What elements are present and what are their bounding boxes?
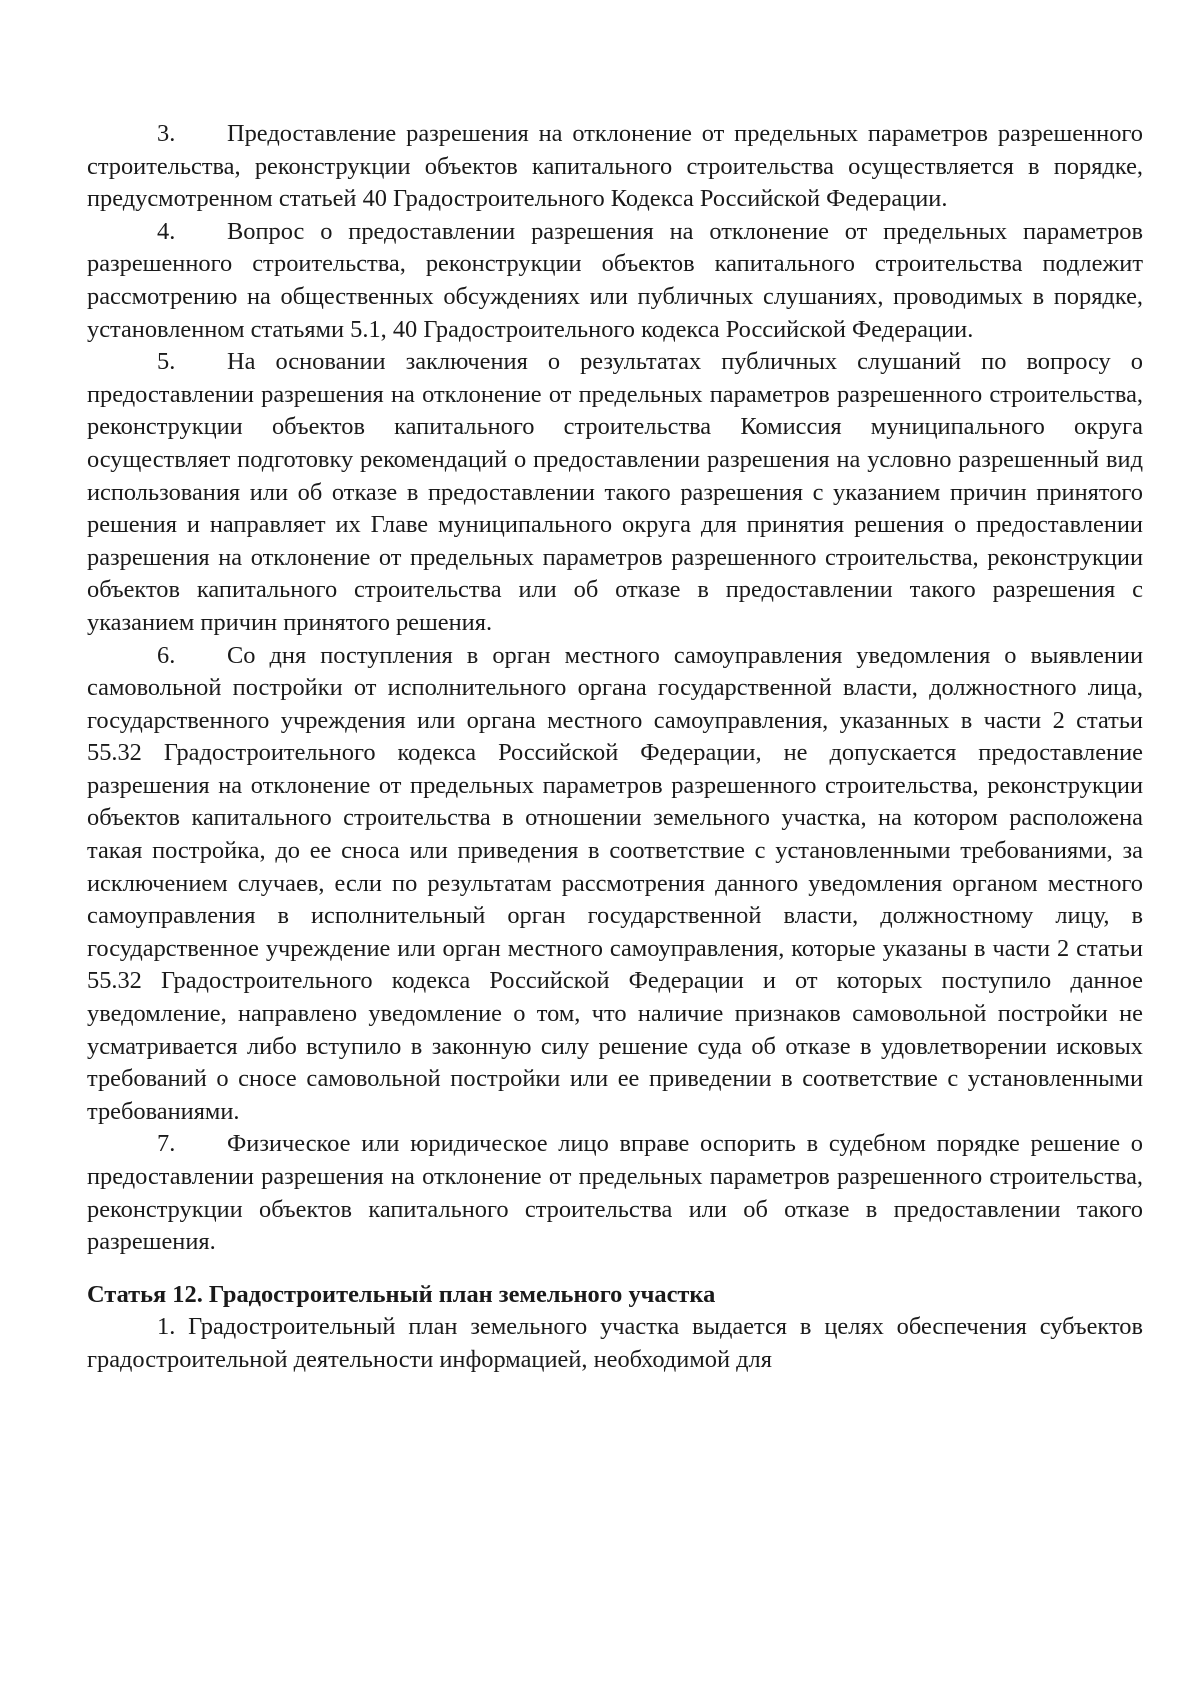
paragraph-text: Вопрос о предоставлении разрешения на отклонение от предельных параметров разрешенного строительства, реконструкции объектов капитального строительства подлежит рассмотрению на общественных обсуждениях или публичных слушаниях, проводимых в порядке, установленном статьями 5.1, 40 Градостроительного кодекса Российской Федерации.: [87, 217, 1143, 343]
paragraph-text: Предоставление разрешения на отклонение от предельных параметров разрешенного строительства, реконструкции объектов капитального строительства осуществляется в порядке, предусмотренном статьей 40 Градостроительного Кодекса Российской Федерации.: [87, 120, 1143, 213]
paragraph-7: [87, 1128, 1143, 1258]
paragraph-number: 3.: [157, 120, 176, 147]
paragraph-text: На основании заключения о результатах публичных слушаний по вопросу о предоставлении разрешения на отклонение от предельных параметров разрешенного строительства, реконструкции объектов капитального строительства Комиссия муниципального округа осуществляет подготовку рекомендаций о предоставлении разрешения на условно разрешенный вид использования или об отказе в предоставлении такого разрешения с указанием причин принятого решения и направляет их Главе муниципального округа для принятия решения о предоставлении разрешения на отклонение от предельных параметров разрешенного строительства, реконструкции объектов капитального строительства или об отказе в предоставлении такого разрешения с указанием причин принятого решения.: [87, 348, 1143, 636]
document-page: [87, 118, 1143, 1377]
paragraph-6: [87, 640, 1143, 1129]
article-heading: Статья 12. Градостроительный план земельного участка: [87, 1280, 716, 1308]
paragraph-number: 7.: [157, 1130, 176, 1158]
paragraph-3: [87, 118, 1143, 216]
paragraph-4: [87, 216, 1143, 346]
article-paragraph-1: 1. Градостроительный план земельного участка выдается в целях обеспечения субъектов градостроительной деятельности информацией, необходимой для: [87, 1313, 1143, 1373]
paragraph-number: 6.: [157, 641, 176, 669]
paragraph-text: Физическое или юридическое лицо вправе оспорить в судебном порядке решение о предоставлении разрешения на отклонение от предельных параметров разрешенного строительства, реконструкции объектов капитального строительства или об отказе в предоставлении такого разрешения.: [87, 1130, 1143, 1256]
paragraph-number: 5.: [157, 348, 176, 376]
paragraph-text: Со дня поступления в орган местного самоуправления уведомления о выявлении самовольной постройки от исполнительного органа государственной власти, должностного лица, государственного учреждения или органа местного самоуправления, указанных в части 2 статьи 55.32 Градостроительного кодекса Российской Федерации, не допускается предоставление разрешения на отклонение от предельных параметров разрешенного строительства, реконструкции объектов капитального строительства в отношении земельного участка, на котором расположена такая постройка, до ее сноса или приведения в соответствие с установленными требованиями, за исключением случаев, если по результатам рассмотрения данного уведомления органом местного самоуправления в исполнительный орган государственной власти, должностному лицу, в государственное учреждение или орган местного самоуправления, которые указаны в части 2 статьи 55.32 Градостроительного кодекса Российской Федерации и от которых поступило данное уведомление, направлено уведомление о том, что наличие признаков самовольной постройки не усматривается либо вступило в законную силу решение суда об отказе в удовлетворении исковых требований о сносе самовольной постройки или ее приведении в соответствие с установленными требованиями.: [87, 641, 1143, 1125]
paragraph-number: 4.: [157, 217, 176, 245]
paragraph-5: [87, 346, 1143, 639]
